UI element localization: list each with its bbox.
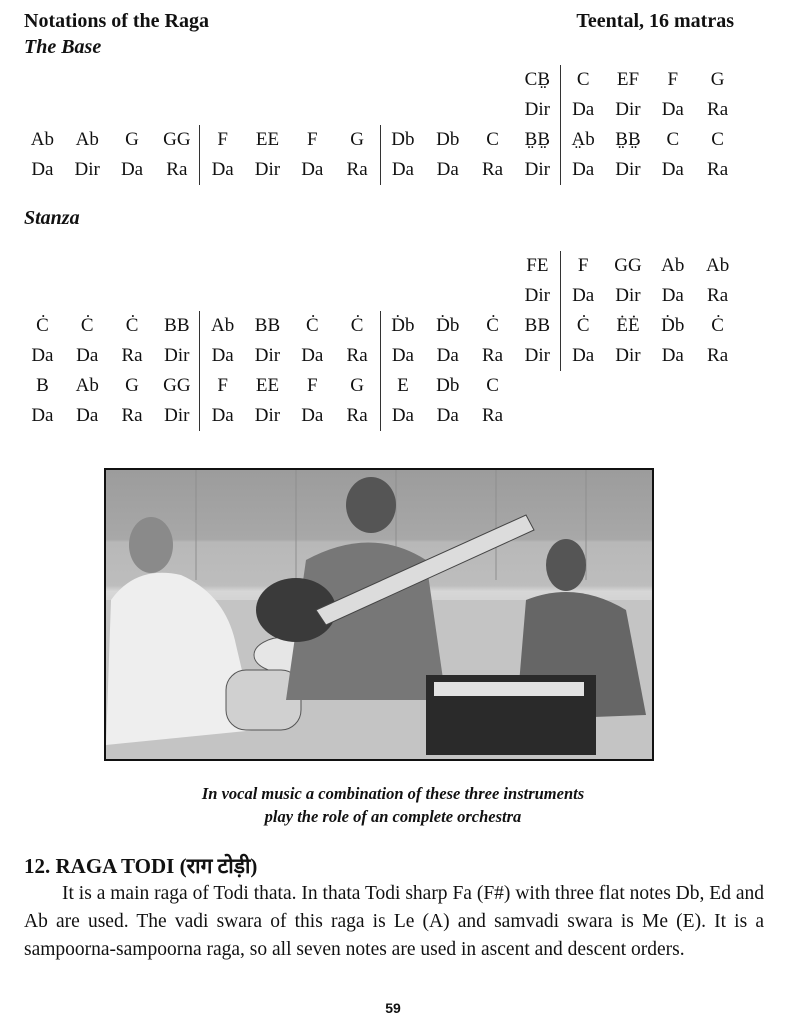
swara-cell: Ab — [75, 375, 99, 396]
swara-cell: Db — [436, 129, 460, 150]
stanza-heading: Stanza — [24, 207, 80, 229]
notation-row — [20, 125, 740, 155]
swara-cell: Ċ — [80, 315, 94, 336]
swara-cell: A̤b — [571, 129, 595, 150]
bol-cell: Dir — [515, 95, 561, 125]
bol-cell: Da — [31, 345, 54, 366]
swara-cell: C — [486, 129, 499, 150]
swara-cell: FE — [515, 251, 561, 281]
bol-cell: Ra — [707, 159, 729, 180]
swara-cell: Ab — [705, 255, 730, 276]
swara-cell: Ḋb — [661, 315, 685, 336]
bol-cell: Dir — [615, 345, 641, 366]
page-header — [24, 10, 734, 33]
bol-cell: Da — [391, 345, 414, 366]
swara-cell: B — [36, 375, 49, 396]
section-title: 12. RAGA TODI (राग टोड़ी) — [24, 854, 258, 878]
bol-cell: Da — [572, 345, 595, 366]
bol-cell: Da — [76, 345, 99, 366]
bol-cell: Da — [572, 285, 595, 306]
notation-row — [20, 251, 740, 281]
bol-cell: Da — [120, 159, 144, 180]
bol-cell: Ra — [335, 155, 381, 185]
bol-cell: Dir — [615, 159, 641, 180]
bol-cell: Ra — [335, 341, 381, 371]
swara-cell: EE — [255, 129, 280, 150]
swara-cell: GG — [614, 255, 642, 276]
bol-cell: Da — [572, 99, 595, 120]
swara-cell: Db — [436, 375, 460, 396]
bol-cell: Da — [391, 159, 414, 180]
musicians-photo — [104, 468, 654, 761]
swara-cell: ĖĖ — [616, 315, 640, 336]
bol-cell: Ra — [335, 401, 381, 431]
notation-row — [20, 65, 740, 95]
swara-cell: E — [397, 375, 409, 396]
bol-cell: Ra — [481, 405, 504, 426]
caption-line-2: play the role of an complete orchestra — [264, 807, 522, 826]
swara-cell: Ḋb — [436, 315, 460, 336]
swara-cell: G — [710, 69, 725, 90]
bol-cell: Dir — [615, 99, 641, 120]
notation-row — [20, 341, 740, 371]
swara-cell: C — [576, 69, 590, 90]
photo-illustration — [106, 470, 652, 759]
bol-cell: Ra — [154, 155, 200, 185]
swara-cell: B̤B̤ — [615, 129, 641, 150]
bol-cell: Ra — [121, 345, 143, 366]
notation-row — [20, 401, 740, 431]
bol-cell: Ra — [707, 285, 729, 306]
photo-caption — [0, 782, 786, 828]
swara-cell: Ċ — [486, 315, 499, 336]
bol-cell: Da — [301, 159, 324, 180]
base-notation-grid — [20, 65, 740, 185]
swara-cell: Ḋb — [391, 315, 415, 336]
notation-row — [20, 311, 740, 341]
bol-cell: Ra — [707, 99, 729, 120]
bol-cell: Da — [301, 405, 324, 426]
swara-cell: Ċ — [36, 315, 49, 336]
taal-label: Teental, 16 matras — [576, 10, 734, 32]
bol-cell: Da — [211, 345, 234, 366]
bol-cell: Da — [436, 159, 459, 180]
swara-cell: Ċ — [335, 311, 381, 341]
swara-cell: G — [125, 375, 139, 396]
swara-cell: F — [667, 69, 679, 90]
swara-cell: EE — [255, 375, 280, 396]
bol-cell: Ra — [121, 405, 143, 426]
swara-cell: C — [711, 129, 724, 150]
swara-cell: BB — [515, 311, 561, 341]
swara-cell: GG — [154, 125, 200, 155]
swara-cell: Ab — [30, 129, 55, 150]
swara-cell: BB — [254, 315, 281, 336]
notation-row — [20, 155, 740, 185]
bol-cell: Dir — [515, 341, 561, 371]
swara-cell: BB — [154, 311, 200, 341]
swara-cell: B̤B̤ — [515, 125, 561, 155]
bol-cell: Da — [572, 159, 595, 180]
caption-line-1: In vocal music a combination of these three instruments — [201, 784, 585, 803]
bol-cell: Dir — [154, 401, 200, 431]
bol-cell: Dir — [254, 159, 281, 180]
swara-cell: Ċ — [305, 315, 319, 336]
bol-cell: Dir — [254, 405, 281, 426]
swara-cell: Ċ — [125, 315, 139, 336]
notation-title: Notations of the Raga — [24, 10, 209, 32]
bol-cell: Da — [301, 345, 324, 366]
bol-cell: Ra — [481, 345, 504, 366]
swara-cell: F — [577, 255, 589, 276]
swara-cell: F — [217, 129, 228, 150]
swara-cell: G — [125, 129, 139, 150]
bol-cell: Dir — [515, 155, 561, 185]
bol-cell: Da — [31, 405, 54, 426]
bol-cell: Da — [31, 159, 54, 180]
bol-cell: Da — [661, 159, 684, 180]
stanza-notation-grid — [20, 251, 740, 431]
bol-cell: Da — [661, 285, 684, 306]
swara-cell: F — [217, 375, 228, 396]
swara-cell: C — [666, 129, 680, 150]
notation-row — [20, 281, 740, 311]
bol-cell: Da — [436, 345, 459, 366]
bol-cell: Dir — [515, 281, 561, 311]
notation-row — [20, 371, 740, 401]
swara-cell: Ab — [211, 315, 235, 336]
bol-cell: Da — [211, 159, 234, 180]
swara-cell: Db — [391, 129, 415, 150]
bol-cell: Da — [76, 405, 99, 426]
bol-cell: Dir — [254, 345, 281, 366]
bol-cell: Ra — [481, 159, 504, 180]
bol-cell: Dir — [615, 285, 641, 306]
swara-cell: GG — [154, 371, 200, 401]
bol-cell: Da — [436, 405, 459, 426]
swara-cell: Ċ — [711, 315, 724, 336]
bol-cell: Da — [391, 405, 414, 426]
base-heading: The Base — [24, 36, 102, 58]
swara-cell: G — [335, 371, 381, 401]
swara-cell: Ċ — [576, 315, 590, 336]
swara-cell: Ab — [661, 255, 685, 276]
swara-cell: C — [486, 375, 499, 396]
page-number: 59 — [385, 1000, 401, 1016]
swara-cell: EF — [616, 69, 640, 90]
bol-cell: Dir — [74, 159, 100, 180]
swara-cell: Ab — [75, 129, 99, 150]
bol-cell: Ra — [707, 345, 729, 366]
bol-cell: Dir — [154, 341, 200, 371]
bol-cell: Da — [661, 99, 684, 120]
swara-cell: CB̤ — [515, 65, 561, 95]
notation-row — [20, 95, 740, 125]
swara-cell: G — [335, 125, 381, 155]
bol-cell: Da — [661, 345, 684, 366]
swara-cell: F — [306, 375, 318, 396]
section-paragraph: It is a main raga of Todi thata. In thata Todi sharp Fa (F#) with three flat notes Db, Ed and Ab are used. The vadi swara of this raga is Le (A) and samvadi swara is Me (E). It is a sampoorna-sampoorna raga, so all seven notes are used in ascent and descent orders. — [24, 883, 764, 960]
bol-cell: Da — [211, 405, 234, 426]
swara-cell: F — [306, 129, 318, 150]
